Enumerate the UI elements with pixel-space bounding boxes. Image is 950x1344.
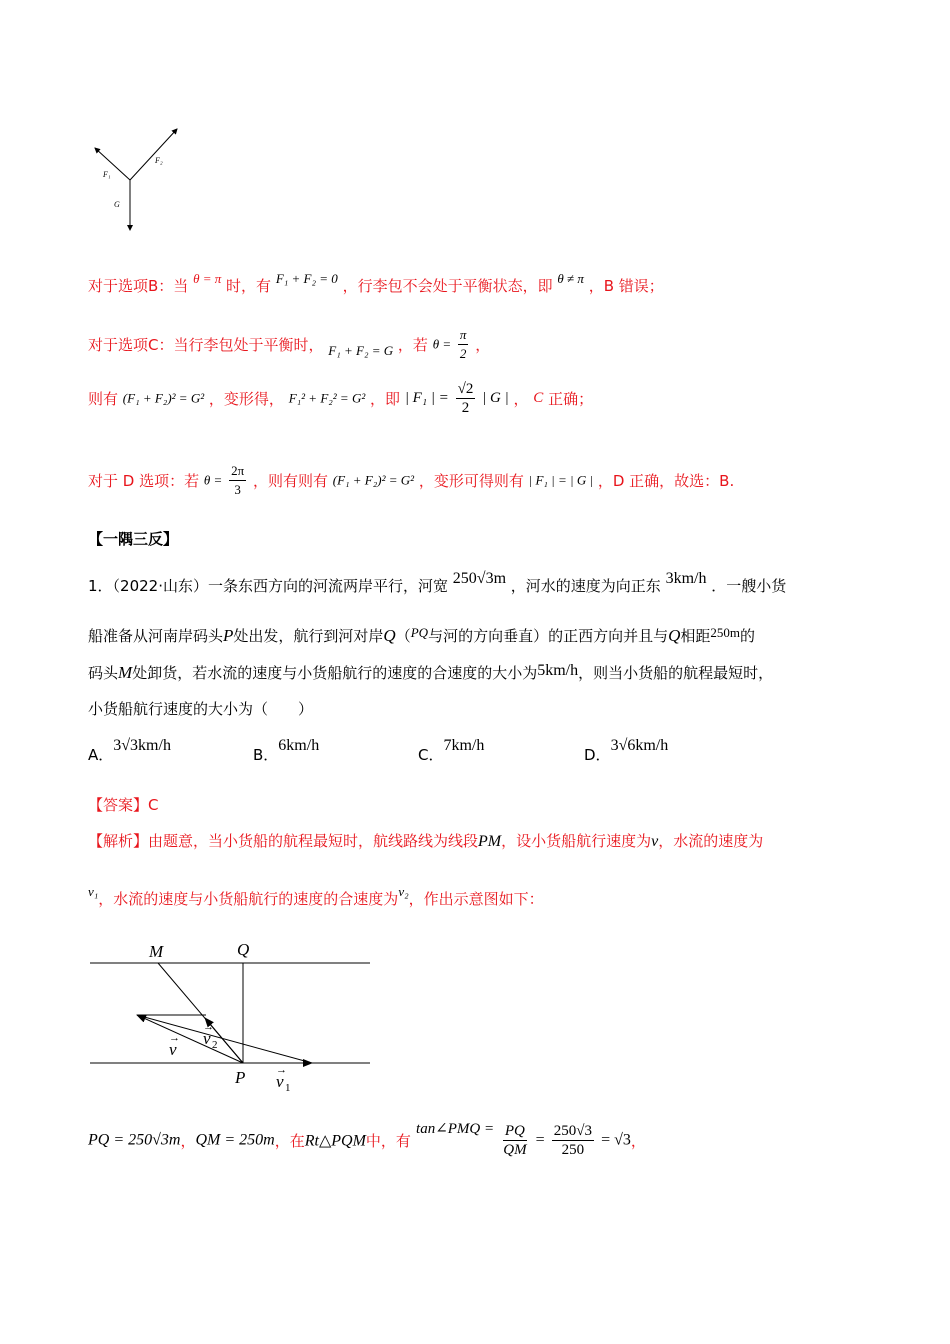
svg-text:v: v [276, 1072, 284, 1091]
option-c-analysis: 对于选项C：当行李包处于平衡时， F₁ + F₂ = G ，若 θ = $\frac{\pi}{2}$ ， [88, 327, 491, 361]
force-f2-arrow [130, 129, 177, 180]
svg-text:2: 2 [212, 1039, 218, 1051]
question-line-2: 船准备从河南岸码头P处出发，航行到河对岸Q（PQ与河的方向垂直）的正西方向并且与Q相距250m的 [88, 625, 756, 645]
answer: 【答案】C [88, 796, 159, 814]
question-line-4: 小货船航行速度的大小为（ ） [88, 700, 314, 718]
svg-text:v: v [169, 1040, 177, 1059]
option-b[interactable]: B．6km/h [253, 737, 320, 764]
svg-text:→: → [203, 1021, 214, 1033]
option-c[interactable]: C．7km/h [418, 737, 485, 764]
label-v1 [276, 1064, 291, 1094]
option-a[interactable]: A．3√3km/h [88, 737, 171, 764]
option-d-analysis: 对于 D 选项：若 θ = $\frac{2\pi}{3}$ ，则有则有 (F₁ + F₂)² = G² ，变形可得则有 | F₁ | = | G | ，D 正确，故选：B. [88, 463, 735, 497]
analysis-line-1: 【解析】由题意，当小货船的航程最短时，航线路线为线段PM，设小货船航行速度为v，水流的速度为 [88, 832, 764, 850]
svg-text:v: v [203, 1029, 211, 1048]
force-f1-arrow [95, 148, 130, 180]
label-v [169, 1032, 180, 1059]
label-p: P [235, 1068, 246, 1087]
label-q: Q [237, 940, 250, 959]
final-computation: PQ = 250√3m，QM = 250m，在Rt△PQM中，有 tan∠PMQ = $\frac{PQ}{QM}$ = $\frac{250√3}{250}$ = √3， [88, 1121, 646, 1158]
label-m: M [149, 942, 164, 961]
label-g: G [114, 200, 120, 209]
question-line-1: 1．（2022·山东）一条东西方向的河流两岸平行，河宽 250√3m ，河水的速度为向正东 3km/h ．一艘小货 [88, 570, 787, 595]
question-line-3: 码头M处卸货，若水流的速度与小货船航行的速度的合速度的大小为5km/h，则当小货船的航程最短时， [88, 662, 774, 682]
vector-v [137, 1015, 243, 1063]
parallelogram-side [137, 1015, 312, 1063]
section-title: 【一隅三反】 [88, 530, 179, 548]
svg-text:→: → [169, 1032, 180, 1044]
option-d[interactable]: D．3√6km/h [584, 737, 669, 764]
analysis-line-2: v₁，水流的速度与小货船航行的速度的合速度为v₂，作出示意图如下： [88, 884, 544, 908]
label-f1: F₁ [103, 170, 111, 179]
river-diagram [85, 935, 380, 1095]
label-f2: F₂ [155, 156, 163, 165]
svg-text:1: 1 [285, 1082, 291, 1094]
force-diagram [85, 120, 195, 235]
option-c-derivation: 则有 (F₁ + F₂)² = G² ，变形得， F₁² + F₂² = G² ，即 | F₁ | = $\frac{√2}{2}$ | G | ， C 正确； [88, 381, 594, 416]
option-b-analysis: 对于选项B：当 θ = π 时，有 F₁ + F₂ = 0 ，行李包不会处于平衡状态，即 θ ≠ π ，B 错误； [88, 271, 664, 295]
svg-text:→: → [276, 1064, 287, 1076]
